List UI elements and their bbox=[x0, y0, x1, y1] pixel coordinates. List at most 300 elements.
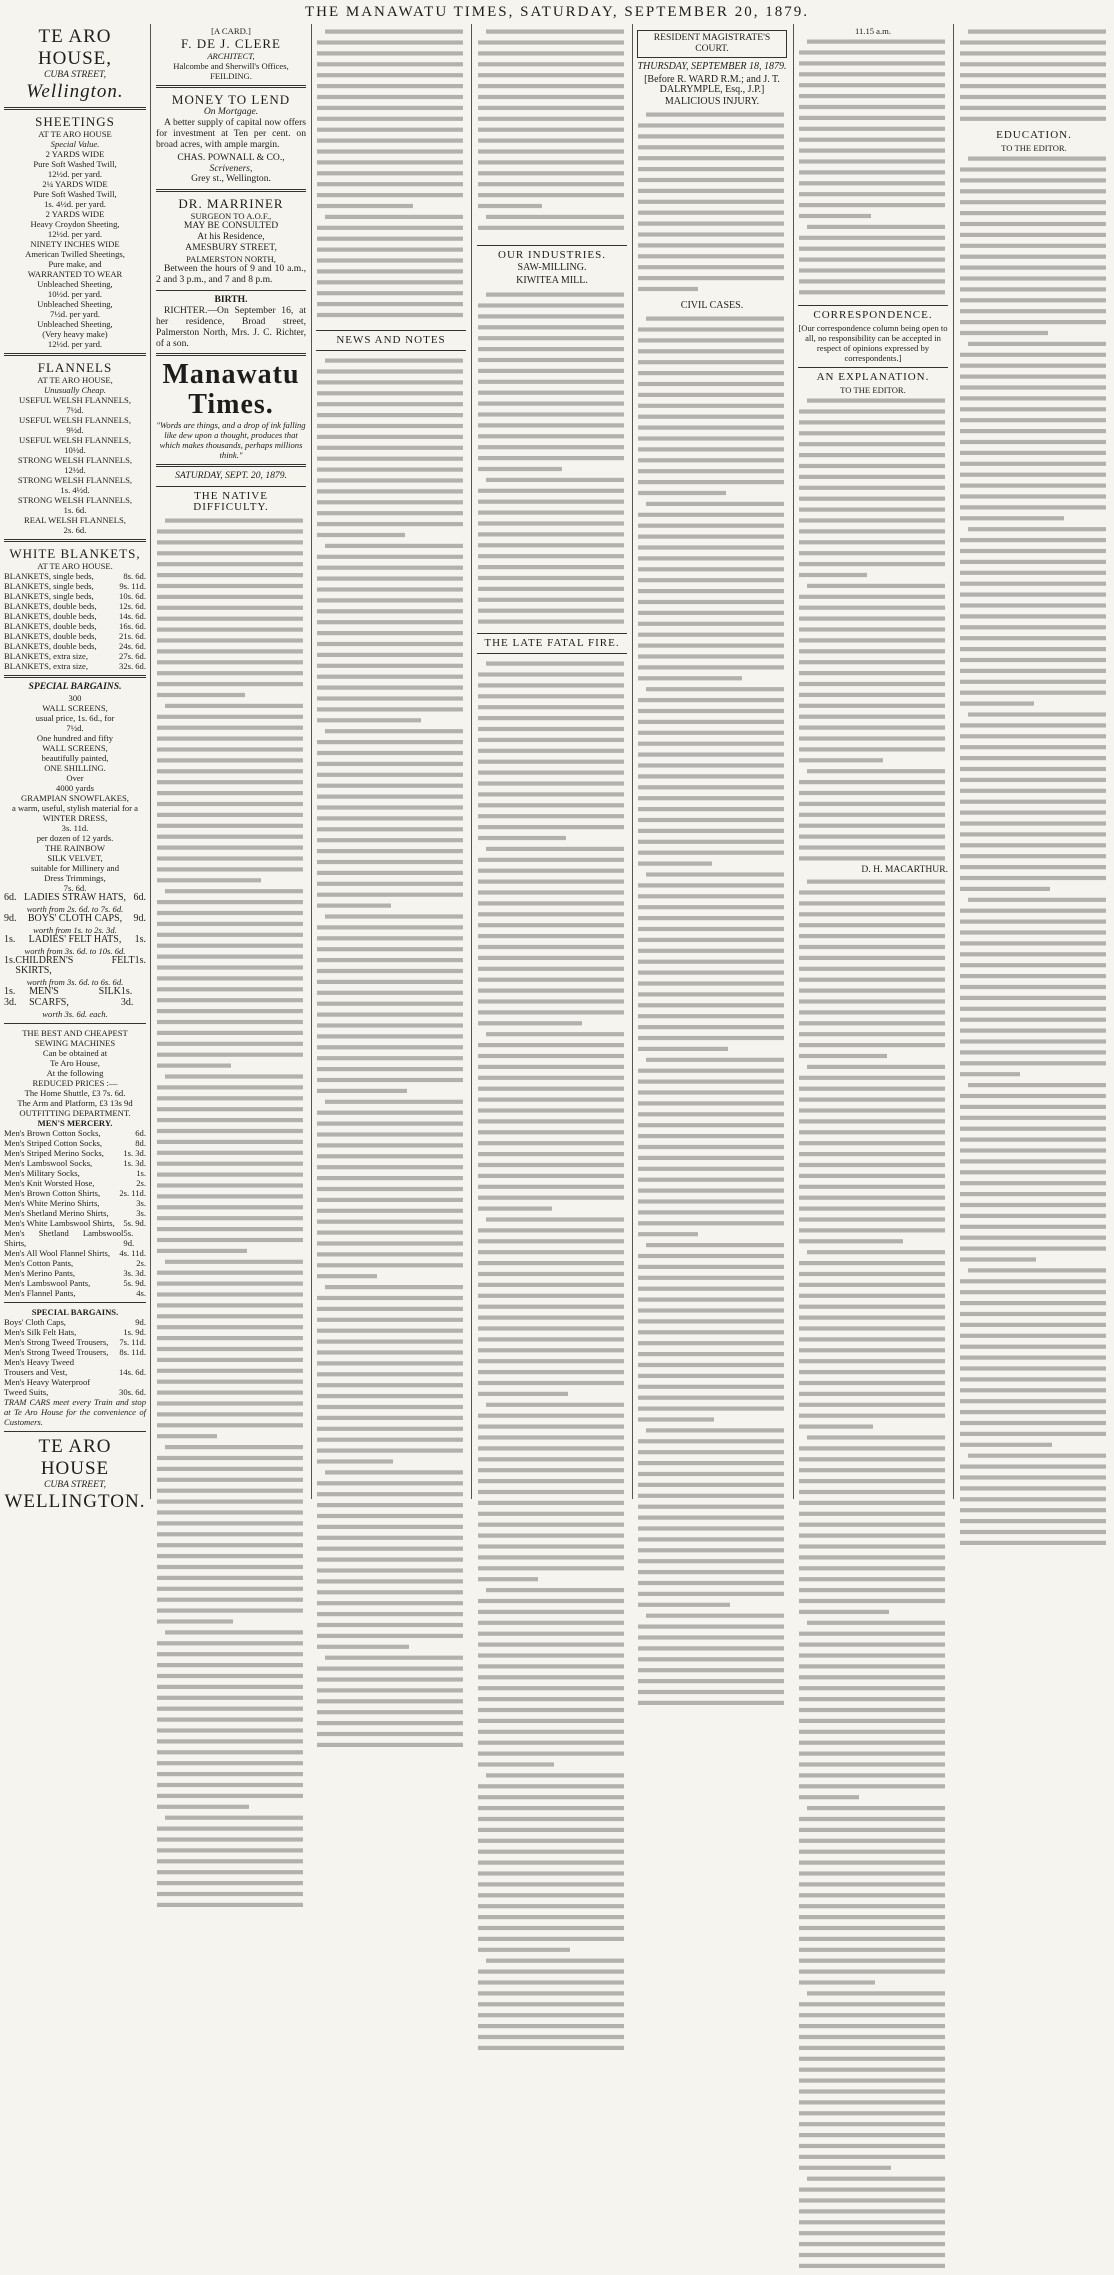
price-item-right: 1s. bbox=[134, 954, 146, 966]
text-line bbox=[638, 393, 784, 397]
text-line bbox=[478, 912, 624, 916]
text-line bbox=[799, 127, 945, 131]
text-line bbox=[317, 533, 405, 537]
text-line bbox=[157, 540, 303, 544]
sheetings-sub: AT TE ARO HOUSE bbox=[38, 128, 112, 139]
text-line bbox=[317, 248, 463, 252]
text-line bbox=[157, 1794, 303, 1798]
text-line bbox=[799, 83, 945, 87]
text-line bbox=[157, 966, 303, 970]
text-line bbox=[317, 1252, 463, 1256]
text-line bbox=[799, 758, 883, 762]
text-line bbox=[317, 1448, 463, 1452]
text-line bbox=[799, 2013, 945, 2017]
text-line bbox=[638, 1177, 784, 1181]
price-row bbox=[4, 611, 146, 621]
text-line bbox=[799, 725, 945, 729]
text-line bbox=[478, 379, 624, 383]
text-line bbox=[638, 1275, 784, 1279]
text-line bbox=[799, 2165, 891, 2169]
text-line bbox=[478, 1446, 624, 1450]
price-item-row bbox=[4, 914, 146, 925]
text-line bbox=[317, 226, 463, 230]
text-line bbox=[960, 1050, 1106, 1054]
divider bbox=[316, 350, 466, 351]
text-line bbox=[157, 933, 303, 937]
ad-line: Dress Trimmings, bbox=[44, 872, 106, 883]
text-line bbox=[317, 402, 463, 406]
text-line bbox=[968, 342, 1106, 346]
text-line bbox=[317, 1372, 463, 1376]
text-line bbox=[478, 390, 624, 394]
text-line bbox=[960, 1301, 1106, 1305]
text-line bbox=[478, 1119, 624, 1123]
text-line bbox=[638, 254, 784, 258]
text-line bbox=[960, 473, 1106, 477]
item-price: 3s. 3d. bbox=[123, 1268, 146, 1279]
text-line bbox=[799, 1337, 945, 1341]
text-line bbox=[157, 1772, 303, 1776]
ad-line: Unbleached Sheeting, bbox=[37, 298, 113, 309]
text-line bbox=[157, 1663, 303, 1667]
text-line bbox=[799, 2067, 945, 2071]
text-line bbox=[478, 543, 624, 547]
text-line bbox=[317, 598, 463, 602]
explanation-title: AN EXPLANATION. bbox=[816, 370, 930, 383]
ad-line: 2 YARDS WIDE bbox=[45, 148, 105, 159]
text-line bbox=[478, 95, 624, 99]
text-line bbox=[960, 396, 1106, 400]
text-line bbox=[165, 519, 303, 523]
text-line bbox=[317, 827, 463, 831]
text-line bbox=[638, 1090, 784, 1094]
text-line bbox=[799, 1882, 945, 1886]
text-line bbox=[799, 1533, 945, 1537]
text-line bbox=[317, 794, 463, 798]
text-line bbox=[638, 1461, 784, 1465]
text-line bbox=[157, 1707, 303, 1711]
text-line bbox=[638, 665, 784, 669]
text-line bbox=[960, 789, 1106, 793]
text-line bbox=[478, 1195, 624, 1199]
text-line bbox=[157, 878, 261, 882]
text-line bbox=[646, 316, 784, 320]
text-line bbox=[478, 1457, 624, 1461]
price-row bbox=[4, 581, 146, 591]
text-line bbox=[478, 1882, 624, 1886]
text-line bbox=[478, 106, 624, 110]
text-line bbox=[960, 582, 1106, 586]
text-line bbox=[960, 1279, 1106, 1283]
text-line bbox=[157, 846, 303, 850]
ad-line: Pure Soft Washed Twill, bbox=[33, 158, 117, 169]
text-line bbox=[960, 963, 1106, 967]
ad-line: WARRANTED TO WEAR bbox=[27, 268, 123, 279]
time-stamp: 11.15 a.m. bbox=[855, 26, 891, 36]
text-line bbox=[799, 105, 945, 109]
text-line bbox=[478, 868, 624, 872]
text-line bbox=[317, 1002, 463, 1006]
text-line bbox=[799, 1424, 873, 1428]
text-line bbox=[799, 1664, 945, 1668]
price-row bbox=[4, 571, 146, 581]
column-cards-and-leader bbox=[156, 26, 306, 1497]
text-line bbox=[960, 1159, 1106, 1163]
text-line bbox=[317, 1034, 463, 1038]
text-line bbox=[638, 1286, 784, 1290]
text-line bbox=[960, 734, 1106, 738]
text-line bbox=[960, 440, 1106, 444]
text-line bbox=[478, 836, 566, 840]
text-line bbox=[799, 540, 945, 544]
text-line bbox=[478, 1424, 624, 1428]
text-line bbox=[799, 1446, 945, 1450]
text-line bbox=[317, 1361, 463, 1365]
text-line bbox=[638, 1668, 784, 1672]
ad-line: 12½d. bbox=[64, 464, 86, 475]
item-price: 24s. 6d. bbox=[119, 640, 146, 651]
text-line bbox=[799, 912, 945, 916]
text-line bbox=[799, 181, 945, 185]
divider bbox=[4, 675, 146, 678]
ad-line: GRAMPIAN SNOWFLAKES, bbox=[21, 792, 129, 803]
to-editor: TO THE EDITOR. bbox=[1001, 142, 1067, 153]
text-line bbox=[317, 1154, 463, 1158]
price-row bbox=[4, 1248, 146, 1258]
ad-line: STRONG WELSH FLANNELS, bbox=[17, 454, 133, 465]
text-line bbox=[478, 1729, 624, 1733]
doctor-title: SURGEON TO A.O.F., bbox=[190, 211, 272, 222]
text-line bbox=[638, 829, 784, 833]
text-line bbox=[478, 1631, 624, 1635]
text-line bbox=[799, 1686, 945, 1690]
text-line bbox=[317, 587, 463, 591]
price-item-note: worth from 1s. to 2s. 3d. bbox=[33, 924, 117, 935]
text-line bbox=[317, 1143, 463, 1147]
text-line bbox=[960, 1094, 1106, 1098]
text-line bbox=[799, 258, 945, 262]
item-name: Men's Brown Cotton Socks, bbox=[4, 1128, 101, 1139]
text-line bbox=[157, 1859, 303, 1863]
text-line bbox=[799, 1969, 945, 1973]
text-line bbox=[638, 785, 784, 789]
text-line bbox=[960, 647, 1106, 651]
page-masthead: THE MANAWATU TIMES, SATURDAY, SEPTEMBER 20, 1879. bbox=[304, 4, 810, 20]
text-line bbox=[968, 1083, 1106, 1087]
text-line bbox=[799, 2111, 945, 2115]
text-line bbox=[157, 1805, 249, 1809]
text-line bbox=[478, 2045, 624, 2049]
text-line bbox=[478, 369, 624, 373]
text-line bbox=[960, 614, 1106, 618]
text-line bbox=[799, 2155, 945, 2159]
text-line bbox=[960, 1214, 1106, 1218]
sheetings-note: Special Value. bbox=[50, 138, 100, 149]
text-line bbox=[317, 1416, 463, 1420]
text-line bbox=[157, 1184, 303, 1188]
text-line bbox=[478, 1697, 624, 1701]
newspaper-motto: "Words are things, and a drop of ink falling like dew upon a thought, produces that which makes thousands, perhaps millions think." bbox=[156, 420, 306, 461]
text-line bbox=[157, 530, 303, 534]
text-line bbox=[157, 1293, 303, 1297]
text-line bbox=[799, 420, 945, 424]
civil-heading: CIVIL CASES. bbox=[680, 299, 744, 311]
text-line bbox=[157, 1096, 303, 1100]
text-line bbox=[317, 773, 463, 777]
item-name: BLANKETS, single beds, bbox=[4, 590, 94, 601]
text-line bbox=[799, 1915, 945, 1919]
industries-title: OUR INDUSTRIES. bbox=[498, 249, 606, 261]
price-row bbox=[4, 651, 146, 661]
text-line bbox=[799, 1304, 945, 1308]
text-line bbox=[638, 1504, 784, 1508]
price-item-row bbox=[4, 956, 146, 978]
text-line bbox=[478, 737, 624, 741]
footer-title: TE ARO HOUSE bbox=[38, 1436, 112, 1480]
text-line bbox=[799, 1326, 945, 1330]
text-line bbox=[799, 529, 945, 533]
text-line bbox=[638, 1166, 784, 1170]
text-line bbox=[960, 1323, 1106, 1327]
ad-line: 7½d. bbox=[66, 404, 84, 415]
text-line bbox=[799, 551, 945, 555]
price-item-right: 9d. bbox=[133, 912, 146, 924]
text-line bbox=[960, 952, 1106, 956]
text-line bbox=[799, 1762, 945, 1766]
text-line bbox=[317, 1230, 463, 1234]
text-line bbox=[478, 1795, 624, 1799]
text-line bbox=[478, 945, 624, 949]
text-line bbox=[638, 807, 784, 811]
item-price: 8d. bbox=[135, 1138, 146, 1149]
text-line bbox=[799, 2220, 945, 2224]
text-line bbox=[638, 927, 784, 931]
text-line bbox=[478, 139, 624, 143]
text-line bbox=[807, 40, 945, 44]
text-line bbox=[478, 325, 624, 329]
text-line bbox=[478, 857, 624, 861]
item-price: 21s. 6d. bbox=[119, 630, 146, 641]
text-line bbox=[960, 1432, 1106, 1436]
text-line bbox=[325, 215, 463, 219]
text-line bbox=[478, 1054, 624, 1058]
text-line bbox=[478, 1490, 624, 1494]
column-rule bbox=[793, 24, 794, 1499]
fire-body bbox=[477, 658, 627, 2057]
text-line bbox=[960, 778, 1106, 782]
text-line bbox=[799, 616, 945, 620]
text-line bbox=[638, 232, 784, 236]
price-item-name: CHILDREN'S FELT SKIRTS, bbox=[15, 954, 135, 977]
text-line bbox=[317, 1547, 463, 1551]
price-item-row bbox=[4, 935, 146, 946]
ad-line: SILK VELVET, bbox=[47, 852, 103, 863]
text-line bbox=[960, 1486, 1106, 1490]
text-line bbox=[960, 1039, 1106, 1043]
text-line bbox=[317, 1121, 463, 1125]
text-line bbox=[317, 1579, 463, 1583]
text-line bbox=[317, 269, 463, 273]
text-line bbox=[317, 457, 463, 461]
text-line bbox=[317, 805, 463, 809]
text-line bbox=[317, 1557, 463, 1561]
item-price: 2s. 11d. bbox=[119, 1188, 146, 1199]
text-line bbox=[157, 1718, 303, 1722]
mercery-title: MEN'S MERCERY. bbox=[37, 1118, 113, 1129]
text-line bbox=[478, 532, 624, 536]
price-row bbox=[4, 1278, 146, 1288]
text-line bbox=[317, 160, 463, 164]
text-line bbox=[317, 280, 463, 284]
text-line bbox=[478, 1479, 624, 1483]
text-line bbox=[317, 685, 463, 689]
money-firm-address: Grey st., Wellington. bbox=[191, 173, 271, 185]
text-line bbox=[799, 638, 945, 642]
text-line bbox=[638, 1417, 714, 1421]
text-line bbox=[478, 748, 624, 752]
text-line bbox=[478, 999, 624, 1003]
text-line bbox=[960, 1345, 1106, 1349]
text-line bbox=[317, 1329, 463, 1333]
item-name: Men's Flannel Pants, bbox=[4, 1288, 76, 1299]
text-line bbox=[799, 1141, 945, 1145]
text-line bbox=[478, 434, 624, 438]
text-line bbox=[478, 1370, 624, 1374]
text-line bbox=[478, 314, 624, 318]
ad-line: USEFUL WELSH FLANNELS, bbox=[19, 414, 131, 425]
text-line bbox=[638, 1068, 784, 1072]
text-line bbox=[799, 1108, 945, 1112]
text-line bbox=[799, 290, 945, 294]
ad-line: USEFUL WELSH FLANNELS, bbox=[19, 434, 131, 445]
text-line bbox=[799, 1086, 945, 1090]
text-line bbox=[157, 1696, 303, 1700]
text-line bbox=[486, 1402, 624, 1406]
text-line bbox=[799, 1043, 945, 1047]
text-line bbox=[960, 287, 1106, 291]
text-line bbox=[799, 1381, 945, 1385]
text-line bbox=[478, 1686, 624, 1690]
item-price: 3s. bbox=[136, 1208, 146, 1219]
ad-line: At the following bbox=[46, 1068, 104, 1079]
text-line bbox=[799, 496, 945, 500]
text-line bbox=[478, 1784, 624, 1788]
item-name: BLANKETS, double beds, bbox=[4, 630, 97, 641]
item-name: BLANKETS, double beds, bbox=[4, 610, 97, 621]
text-line bbox=[478, 672, 624, 676]
text-line bbox=[638, 1112, 784, 1116]
price-item-left: 6d. bbox=[4, 891, 17, 903]
text-line bbox=[960, 407, 1106, 411]
ad-line: STRONG WELSH FLANNELS, bbox=[17, 474, 133, 485]
article-body bbox=[959, 26, 1109, 126]
text-line bbox=[317, 1590, 463, 1594]
bargains-title: SPECIAL BARGAINS. bbox=[28, 680, 122, 692]
text-line bbox=[317, 1699, 463, 1703]
text-line bbox=[807, 2176, 945, 2180]
text-line bbox=[799, 1392, 945, 1396]
item-name: Men's Cotton Pants, bbox=[4, 1258, 74, 1269]
text-line bbox=[799, 780, 945, 784]
text-line bbox=[157, 1587, 303, 1591]
text-line bbox=[478, 1010, 624, 1014]
text-line bbox=[317, 106, 463, 110]
letter-body-2 bbox=[798, 876, 948, 2275]
text-line bbox=[478, 1021, 582, 1025]
text-line bbox=[478, 2035, 624, 2039]
text-line bbox=[157, 955, 303, 959]
divider bbox=[156, 189, 306, 192]
text-line bbox=[478, 1326, 624, 1330]
text-line bbox=[317, 1056, 463, 1060]
item-name: Men's Shetland Merino Shirts, bbox=[4, 1208, 109, 1219]
price-item-right: 1s. 3d. bbox=[120, 986, 134, 1009]
special-title: SPECIAL BARGAINS. bbox=[31, 1307, 119, 1318]
text-line bbox=[638, 632, 784, 636]
text-line bbox=[317, 522, 463, 526]
ad-line: Pure make, and bbox=[48, 258, 102, 269]
text-line bbox=[960, 756, 1106, 760]
text-line bbox=[960, 549, 1106, 553]
text-line bbox=[638, 1025, 784, 1029]
text-line bbox=[799, 1130, 945, 1134]
text-line bbox=[960, 451, 1106, 455]
text-line bbox=[157, 1609, 303, 1613]
text-line bbox=[478, 1827, 624, 1831]
text-line bbox=[638, 1079, 784, 1083]
text-line bbox=[638, 611, 784, 615]
text-line bbox=[960, 429, 1106, 433]
text-line bbox=[325, 30, 463, 34]
item-price: 3s. bbox=[136, 1198, 146, 1209]
text-line bbox=[960, 84, 1106, 88]
text-line bbox=[638, 850, 784, 854]
text-line bbox=[478, 1653, 624, 1657]
text-line bbox=[799, 1675, 945, 1679]
item-price: 9d. bbox=[135, 1317, 146, 1328]
text-line bbox=[317, 1514, 463, 1518]
text-line bbox=[317, 991, 463, 995]
text-line bbox=[799, 966, 945, 970]
text-line bbox=[960, 353, 1106, 357]
item-name: Men's Military Socks, bbox=[4, 1168, 80, 1179]
text-line bbox=[799, 1348, 945, 1352]
price-row bbox=[4, 1138, 146, 1148]
store-title: TE ARO HOUSE, bbox=[37, 26, 113, 69]
text-line bbox=[960, 483, 1106, 487]
text-line bbox=[960, 1519, 1106, 1523]
text-line bbox=[968, 898, 1106, 902]
item-name: Men's Merino Pants, bbox=[4, 1268, 76, 1279]
text-line bbox=[478, 1751, 624, 1755]
item-name: Men's Brown Cotton Shirts, bbox=[4, 1188, 101, 1199]
text-line bbox=[799, 649, 945, 653]
text-line bbox=[799, 1926, 945, 1930]
text-line bbox=[317, 1438, 463, 1442]
doctor-line1: MAY BE CONSULTED bbox=[183, 220, 279, 232]
text-line bbox=[799, 682, 945, 686]
text-line bbox=[960, 276, 1106, 280]
text-line bbox=[799, 1544, 945, 1548]
ad-line: WALL SCREENS, bbox=[42, 742, 108, 753]
text-line bbox=[157, 1282, 303, 1286]
money-firm: CHAS. POWNALL & CO., bbox=[177, 151, 285, 163]
text-line bbox=[799, 2198, 945, 2202]
text-line bbox=[157, 1576, 303, 1580]
lead-article-body bbox=[156, 515, 306, 1914]
text-line bbox=[157, 1042, 303, 1046]
text-line bbox=[638, 1646, 784, 1650]
